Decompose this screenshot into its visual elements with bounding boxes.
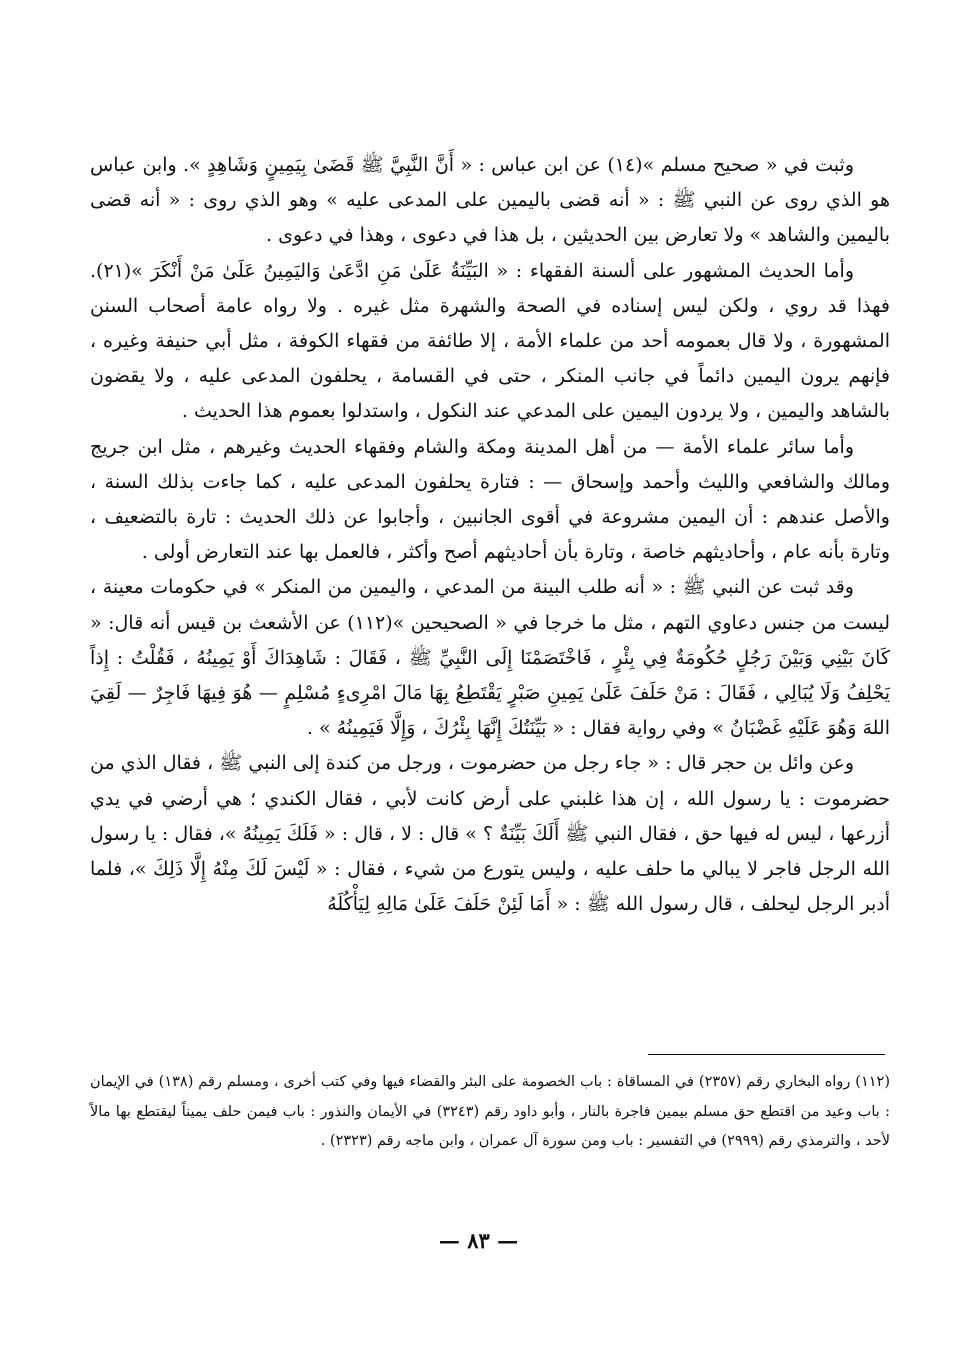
paragraph-ibn-abbas: وثبت في « صحيح مسلم »(١٤) عن ابن عباس : « أَنَّ النَّبِيَّ ﷺ قَضَىٰ بِيَمِينٍ وَشَاهِدٍ ». وابن عباس هو الذي روى عن النبي ﷺ : « أنه قضى باليمين على المدعى عليه » وهو الذي روى : « أنه قضى باليمين والشاهد » ولا تعارض بين الحديثين ، بل هذا في دعوى ، وهذا في دعوى . [90, 154, 890, 247]
paragraph-scholars: وأما سائر علماء الأمة — من أهل المدينة ومكة والشام وفقهاء الحديث وغيرهم ، مثل ابن جريج ومالك والشافعي والليث وأحمد وإسحاق — : فتارة يحلفون المدعى عليه ، كما جاءت بذلك السنة ، والأصل عندهم : أن اليمين مشروعة في أقوى الجانبين ، وأجابوا عن ذلك الحديث : تارة بالتضعيف ، وتارة بأنه عام ، وأحاديثهم خاصة ، وتارة بأن أحاديثهم أصح وأكثر ، فالعمل بها عند التعارض أولى . [90, 435, 890, 564]
page-body [90, 148, 890, 922]
paragraph-wail: وعن وائل بن حجر قال : « جاء رجل من حضرموت ، ورجل من كندة إلى النبي ﷺ ، فقال الذي من حضرموت : يا رسول الله ، إن هذا غلبني على أرض كانت لأبي ، فقال الكندي ؛ هي أرضي في يدي أزرعها ، ليس له فيها حق ، فقال النبي ﷺ أَلَكَ بَيِّنَةٌ ؟ » قال : لا ، قال : « فَلَكَ يَمِينُهُ »، فقال : يا رسول الله الرجل فاجر لا يبالي ما حلف عليه ، وليس يتورع من شيء ، فقال : « لَيْسَ لَكَ مِنْهُ إِلَّا ذَلِكَ »، فلما أدبر الرجل ليحلف ، قال رسول الله ﷺ : « أَمَا لَئِنْ حَلَفَ عَلَىٰ مَالِهِ لِيَأْكُلَهُ [90, 752, 890, 916]
paragraph-famous-hadith: وأما الحديث المشهور على ألسنة الفقهاء : « البَيِّنَةُ عَلَىٰ مَنِ ادَّعَىٰ وَاليَمِينُ عَلَىٰ مَنْ أَنْكَرَ »(٢١). فهذا قد روي ، ولكن ليس إسناده في الصحة والشهرة مثل غيره . ولا رواه عامة أصحاب السنن المشهورة ، ولا قال بعمومه أحد من علماء الأمة ، إلا طائفة من فقهاء الكوفة ، مثل أبي حنيفة وغيره ، فإنهم يرون اليمين دائماً في جانب المنكر ، حتى في القسامة ، يحلفون المدعى عليه ، ولا يقضون بالشاهد واليمين ، ولا يردون اليمين على المدعي عند النكول ، واستدلوا بعموم هذا الحديث . [90, 259, 890, 423]
footnote-112: (١١٢) رواه البخاري رقم (٢٣٥٧) في المساقاة : باب الخصومة على البئر والقضاء فيها وفي كتب أخرى ، ومسلم رقم (١٣٨) في الإيمان : باب وعيد من اقتطع حق مسلم بيمين فاجرة بالنار ، وأبو داود رقم (٣٢٤٣) في الأيمان والنذور : باب فيمن حلف يميناً ليقتطع بها مالاً لأحد ، والترمذي رقم (٢٩٩٩) في التفسير : باب ومن سورة آل عمران ، وابن ماجه رقم (٢٣٢٣) . [90, 1074, 890, 1149]
page-number: — ٨٣ — [438, 1228, 519, 1253]
footnote-divider [648, 1054, 885, 1055]
paragraph-ashath: وقد ثبت عن النبي ﷺ : « أنه طلب البينة من المدعي ، واليمين من المنكر » في حكومات معينة ، ليست من جنس دعاوي التهم ، مثل ما خرجا في « الصحيحين »(١١٢) عن الأشعث بن قيس أنه قال: « كَانَ بَيْنِي وَبَيْنَ رَجُلٍ حُكُومَةٌ فِي بِئْرٍ ، فَاخْتَصَمْنَا إِلَى النَّبِيِّ ﷺ ، فَقَالَ : شَاهِدَاكَ أَوْ يَمِينُهُ ، فَقُلْتُ : إِذاً يَحْلِفُ وَلَا يُبَالِي ، فَقَالَ : مَنْ حَلَفَ عَلَىٰ يَمِينِ صَبْرٍ يَقْتَطِعُ بِهَا مَالَ امْرِىءٍ مُسْلِمٍ — هُوَ فِيهَا فَاجِرٌ — لَقِيَ اللهَ وَهُوَ عَلَيْهِ غَضْبَانُ » وفي رواية فقال : « بَيِّنَتُكَ إِنَّهَا بِئْرُكَ ، وَإِلَّا فَيَمِينُهُ » . [90, 576, 891, 740]
